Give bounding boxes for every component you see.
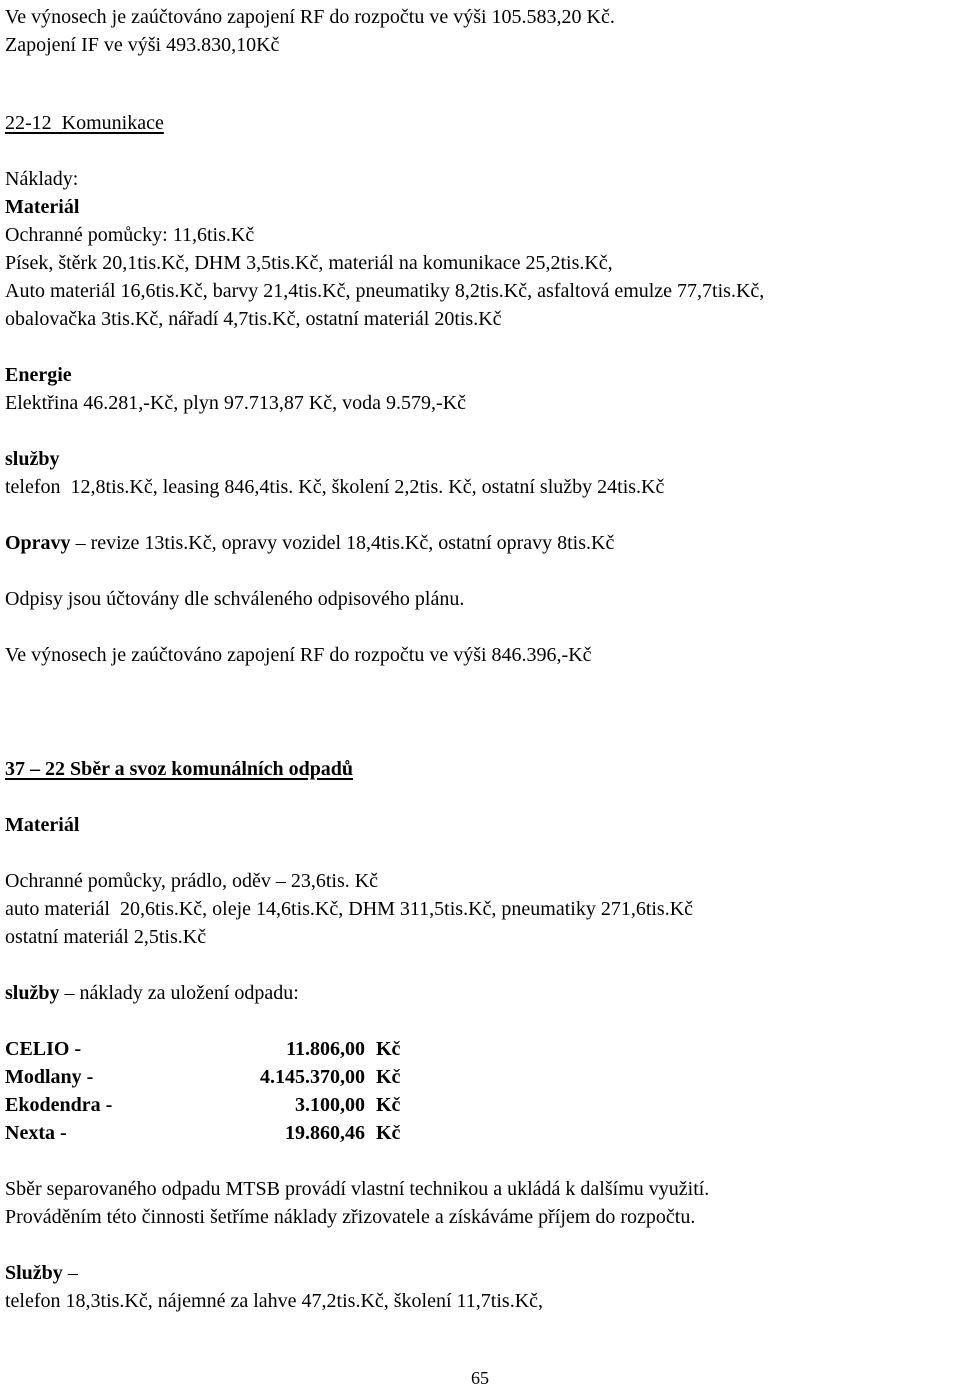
sluzby-line: telefon 12,8tis.Kč, leasing 846,4tis. Kč, školení 2,2tis. Kč, ostatní služby 24tis.Kč [5,476,665,498]
cost-amount: 19.860,46 [285,1122,365,1144]
sluzby-label: služby [5,448,60,470]
opravy-text: – revize 13tis.Kč, opravy vozidel 18,4tis.Kč, ostatní opravy 8tis.Kč [70,532,615,554]
material-line: Ochranné pomůcky, prádlo, oděv – 23,6tis. Kč [5,870,379,892]
odpisy-line: Odpisy jsou účtovány dle schváleného odpisového plánu. [5,588,465,610]
separ-line: Prováděním této činnosti šetříme náklady zřizovatele a získáváme příjem do rozpočtu. [5,1206,696,1228]
energie-line: Elektřina 46.281,-Kč, plyn 97.713,87 Kč, voda 9.579,-Kč [5,392,467,414]
material-line: obalovačka 3tis.Kč, nářadí 4,7tis.Kč, ostatní materiál 20tis.Kč [5,308,502,330]
cost-currency: Kč [376,1122,401,1144]
sluzby2-heading [5,1259,78,1287]
material-label-odpady: Materiál [5,814,80,836]
cost-currency: Kč [376,1094,401,1116]
sluzby-label-odpady: služby [5,982,60,1004]
material-label: Materiál [5,196,80,218]
cost-name: Ekodendra - [5,1094,113,1116]
section-heading-komunikace: 22-12 Komunikace [5,112,164,134]
vynosy-line: Ve výnosech je zaúčtováno zapojení RF do rozpočtu ve výši 846.396,-Kč [5,644,592,666]
intro-line-1: Ve výnosech je zaúčtováno zapojení RF do rozpočtu ve výši 105.583,20 Kč. [5,6,615,28]
cost-amount: 3.100,00 [295,1094,365,1116]
cost-name: Modlany - [5,1066,94,1088]
opravy-line [5,529,614,557]
section-heading-odpady: 37 – 22 Sběr a svoz komunálních odpadů [5,758,354,780]
sluzby-odpady-line [5,979,299,1007]
naklady-label: Náklady: [5,168,79,190]
material-line: Ochranné pomůcky: 11,6tis.Kč [5,224,255,246]
cost-name: Nexta - [5,1122,67,1144]
cost-name: CELIO - [5,1038,82,1060]
cost-currency: Kč [376,1066,401,1088]
sluzby2-dash: – [62,1262,78,1284]
material-line: Písek, štěrk 20,1tis.Kč, DHM 3,5tis.Kč, materiál na komunikace 25,2tis.Kč, [5,252,613,274]
sluzby2-line: telefon 18,3tis.Kč, nájemné za lahve 47,2tis.Kč, školení 11,7tis.Kč, [5,1290,544,1312]
energie-label: Energie [5,364,72,386]
sluzby2-label: Služby [5,1262,63,1284]
material-line: Auto materiál 16,6tis.Kč, barvy 21,4tis.Kč, pneumatiky 8,2tis.Kč, asfaltová emulze 77,7tis.Kč, [5,280,765,302]
cost-amount: 11.806,00 [286,1038,365,1060]
cost-currency: Kč [376,1038,401,1060]
material-line: auto materiál 20,6tis.Kč, oleje 14,6tis.Kč, DHM 311,5tis.Kč, pneumatiky 271,6tis.Kč [5,898,694,920]
cost-amount: 4.145.370,00 [260,1066,365,1088]
sluzby-odpady-text: – náklady za uložení odpadu: [59,982,299,1004]
intro-line-2: Zapojení IF ve výši 493.830,10Kč [5,34,280,56]
page-number: 65 [471,1368,489,1388]
separ-line: Sběr separovaného odpadu MTSB provádí vlastní technikou a ukládá k dalšímu využití. [5,1178,710,1200]
opravy-label: Opravy [5,532,71,554]
material-line: ostatní materiál 2,5tis.Kč [5,926,207,948]
